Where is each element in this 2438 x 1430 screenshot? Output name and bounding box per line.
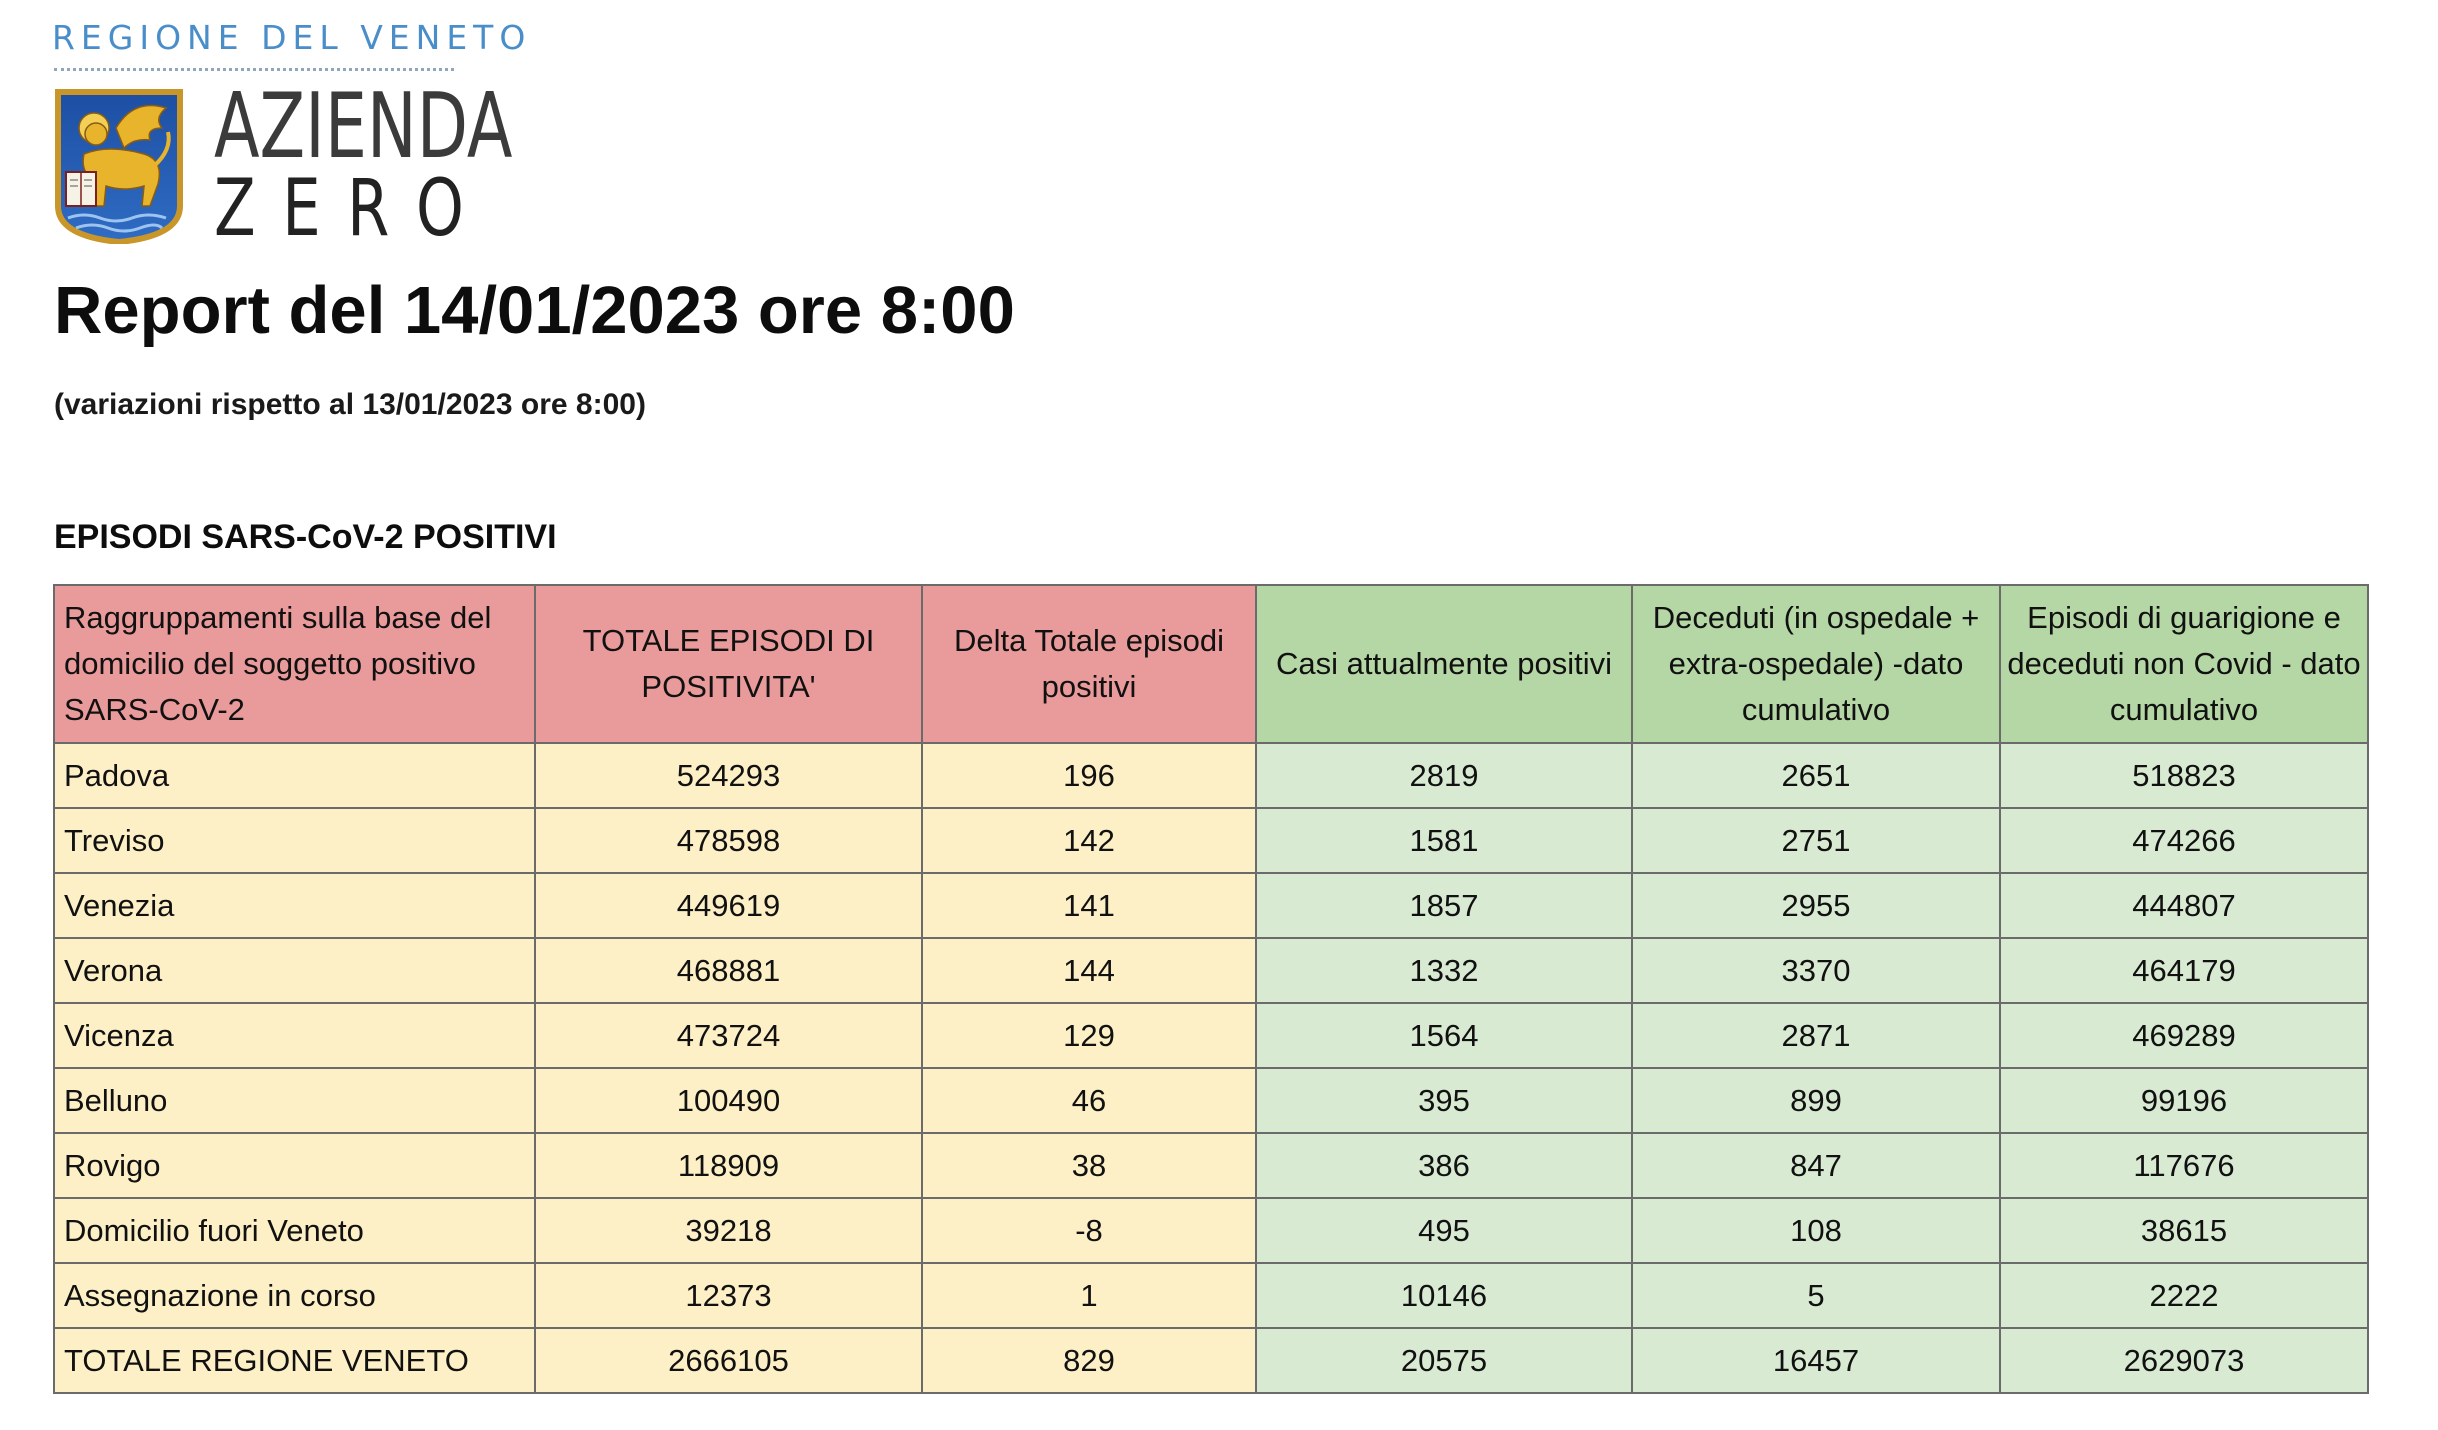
- table-row: [54, 1068, 2368, 1133]
- cell-area: Vicenza: [54, 1003, 535, 1068]
- cell-area: Belluno: [54, 1068, 535, 1133]
- cell-delta-total: 144: [922, 938, 1256, 1003]
- column-header-deceased: Deceduti (in ospedale + extra-ospedale) -dato cumulativo: [1632, 585, 2000, 743]
- cell-area: Venezia: [54, 873, 535, 938]
- regione-del-veneto-label: REGIONE DEL VENETO: [52, 18, 532, 57]
- cell-current-positive: 10146: [1256, 1263, 1632, 1328]
- cell-recovered: 469289: [2000, 1003, 2368, 1068]
- azienda-zero-logo: [52, 18, 532, 254]
- cell-current-positive: 20575: [1256, 1328, 1632, 1393]
- cell-recovered: 2629073: [2000, 1328, 2368, 1393]
- cell-delta-total: 1: [922, 1263, 1256, 1328]
- cell-area: Rovigo: [54, 1133, 535, 1198]
- section-title: EPISODI SARS-CoV-2 POSITIVI: [54, 518, 557, 556]
- cell-deceased: 108: [1632, 1198, 2000, 1263]
- cell-total-episodes: 468881: [535, 938, 922, 1003]
- table-total-row: [54, 1328, 2368, 1393]
- cell-deceased: 3370: [1632, 938, 2000, 1003]
- cell-deceased: 899: [1632, 1068, 2000, 1133]
- column-header-current-positive: Casi attualmente positivi: [1256, 585, 1632, 743]
- cell-area: Padova: [54, 743, 535, 808]
- cell-recovered: 464179: [2000, 938, 2368, 1003]
- column-header-grouping: Raggruppamenti sulla base del domicilio del soggetto positivo SARS-CoV-2: [54, 585, 535, 743]
- cell-delta-total: 829: [922, 1328, 1256, 1393]
- table-row: [54, 808, 2368, 873]
- table-body: [54, 743, 2368, 1393]
- cell-current-positive: 2819: [1256, 743, 1632, 808]
- veneto-lion-crest-icon: [54, 88, 184, 244]
- cell-recovered: 2222: [2000, 1263, 2368, 1328]
- cell-deceased: 847: [1632, 1133, 2000, 1198]
- table-row: [54, 1133, 2368, 1198]
- cell-deceased: 2871: [1632, 1003, 2000, 1068]
- cell-area: Treviso: [54, 808, 535, 873]
- cell-delta-total: 46: [922, 1068, 1256, 1133]
- cell-current-positive: 386: [1256, 1133, 1632, 1198]
- cell-delta-total: 196: [922, 743, 1256, 808]
- cell-current-positive: 495: [1256, 1198, 1632, 1263]
- azienda-wordmark: AZIENDA: [214, 74, 513, 179]
- cell-recovered: 99196: [2000, 1068, 2368, 1133]
- cell-recovered: 518823: [2000, 743, 2368, 808]
- cell-total-episodes: 478598: [535, 808, 922, 873]
- cell-recovered: 474266: [2000, 808, 2368, 873]
- cell-deceased: 5: [1632, 1263, 2000, 1328]
- cell-current-positive: 1581: [1256, 808, 1632, 873]
- cell-total-episodes: 100490: [535, 1068, 922, 1133]
- cell-area: Domicilio fuori Veneto: [54, 1198, 535, 1263]
- positive-episodes-table: [53, 584, 2369, 1394]
- cell-total-episodes: 449619: [535, 873, 922, 938]
- cell-delta-total: 142: [922, 808, 1256, 873]
- table-row: [54, 743, 2368, 808]
- column-header-delta-total: Delta Totale episodi positivi: [922, 585, 1256, 743]
- report-title: Report del 14/01/2023 ore 8:00: [54, 273, 1015, 348]
- cell-recovered: 117676: [2000, 1133, 2368, 1198]
- cell-area: Verona: [54, 938, 535, 1003]
- cell-total-episodes: 2666105: [535, 1328, 922, 1393]
- cell-delta-total: 38: [922, 1133, 1256, 1198]
- cell-delta-total: -8: [922, 1198, 1256, 1263]
- table-row: [54, 1263, 2368, 1328]
- table-header-row: [54, 585, 2368, 743]
- table-row: [54, 1003, 2368, 1068]
- logo-dotted-divider: [54, 68, 454, 71]
- cell-current-positive: 1857: [1256, 873, 1632, 938]
- cell-total-episodes: 524293: [535, 743, 922, 808]
- zero-wordmark: ZERO: [214, 164, 491, 254]
- cell-area: TOTALE REGIONE VENETO: [54, 1328, 535, 1393]
- cell-deceased: 2751: [1632, 808, 2000, 873]
- cell-deceased: 2651: [1632, 743, 2000, 808]
- table-row: [54, 938, 2368, 1003]
- cell-delta-total: 141: [922, 873, 1256, 938]
- cell-total-episodes: 118909: [535, 1133, 922, 1198]
- cell-delta-total: 129: [922, 1003, 1256, 1068]
- cell-current-positive: 1332: [1256, 938, 1632, 1003]
- table-row: [54, 1198, 2368, 1263]
- column-header-recovered: Episodi di guarigione e deceduti non Covid - dato cumulativo: [2000, 585, 2368, 743]
- column-header-total-episodes: TOTALE EPISODI DI POSITIVITA': [535, 585, 922, 743]
- cell-current-positive: 395: [1256, 1068, 1632, 1133]
- cell-total-episodes: 473724: [535, 1003, 922, 1068]
- cell-total-episodes: 39218: [535, 1198, 922, 1263]
- cell-total-episodes: 12373: [535, 1263, 922, 1328]
- cell-deceased: 2955: [1632, 873, 2000, 938]
- cell-recovered: 38615: [2000, 1198, 2368, 1263]
- cell-current-positive: 1564: [1256, 1003, 1632, 1068]
- cell-area: Assegnazione in corso: [54, 1263, 535, 1328]
- cell-deceased: 16457: [1632, 1328, 2000, 1393]
- report-subtitle: (variazioni rispetto al 13/01/2023 ore 8:00): [54, 388, 646, 421]
- cell-recovered: 444807: [2000, 873, 2368, 938]
- table-row: [54, 873, 2368, 938]
